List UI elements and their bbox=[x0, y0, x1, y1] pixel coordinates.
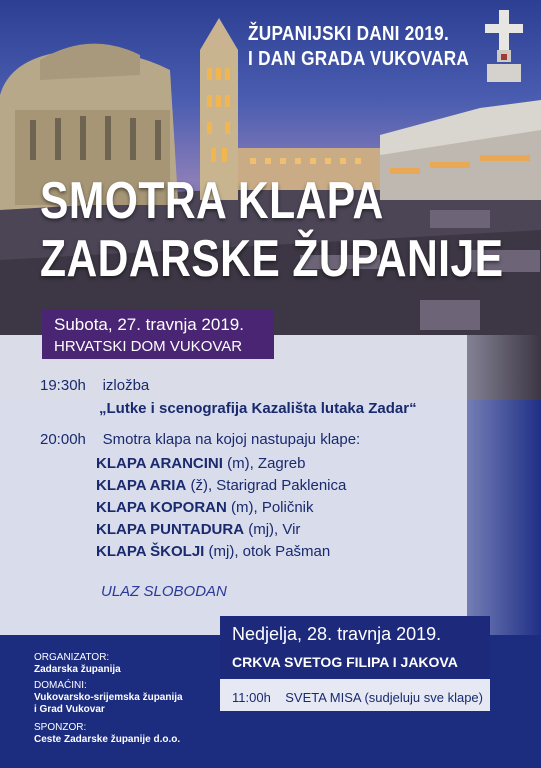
headline-line-2: ZADARSKE ŽUPANIJE bbox=[40, 230, 504, 288]
klapa-item bbox=[96, 477, 346, 494]
sunday-banner bbox=[220, 616, 490, 679]
klapa-item bbox=[96, 499, 314, 516]
klapa-item bbox=[96, 521, 300, 538]
panel-fade bbox=[467, 335, 541, 635]
hosts-line-2 bbox=[34, 704, 105, 716]
sponsor-value: Ceste Zadarske županije d.o.o. bbox=[34, 734, 181, 745]
event2-title: Smotra klapa na kojoj nastupaju klape: bbox=[102, 431, 361, 448]
organizer-value: Zadarska županija bbox=[34, 664, 121, 675]
klapa-name: KLAPA ARIA bbox=[96, 477, 187, 494]
klapa-item bbox=[96, 543, 330, 560]
klapa-item bbox=[96, 455, 305, 472]
klapa-detail: (ž), Starigrad Paklenica bbox=[186, 477, 347, 494]
hosts-value-1: Vukovarsko-srijemska županija bbox=[34, 692, 183, 703]
series-line-1: ŽUPANIJSKI DANI 2019. bbox=[247, 23, 449, 45]
klapa-detail: (m), Zagreb bbox=[222, 455, 306, 472]
saturday-date: Subota, 27. travnja 2019. bbox=[54, 315, 244, 334]
hosts-value-2: i Grad Vukovar bbox=[34, 704, 105, 715]
mass-time: 11:00h bbox=[232, 690, 271, 705]
series-line-2: I DAN GRADA VUKOVARA bbox=[247, 48, 469, 70]
event1-title: izložba bbox=[102, 377, 150, 394]
event2-row bbox=[40, 431, 360, 448]
organizer-name bbox=[34, 664, 121, 676]
event1-time: 19:30h bbox=[40, 377, 86, 394]
event-series-title bbox=[248, 22, 469, 72]
sunday-venue: CRKVA SVETOG FILIPA I JAKOVA bbox=[232, 654, 458, 670]
klapa-name: KLAPA PUNTADURA bbox=[96, 521, 245, 538]
event2-time: 20:00h bbox=[40, 431, 86, 448]
klapa-name: KLAPA ŠKOLJI bbox=[96, 543, 205, 560]
saturday-banner bbox=[42, 309, 274, 359]
sunday-date: Nedjelja, 28. travnja 2019. bbox=[232, 624, 442, 644]
sponsor-name bbox=[34, 734, 180, 746]
hosts-line-1 bbox=[34, 692, 183, 704]
cross-monument-icon bbox=[479, 10, 529, 84]
klapa-name: KLAPA ARANCINI bbox=[96, 455, 223, 472]
mass-row bbox=[232, 690, 483, 705]
klapa-detail: (m), Poličnik bbox=[226, 499, 314, 516]
klapa-name: KLAPA KOPORAN bbox=[96, 499, 227, 516]
hosts-label: DOMAĆINI: bbox=[34, 680, 87, 691]
klapa-detail: (mj), Vir bbox=[244, 521, 301, 538]
organizer-label: ORGANIZATOR: bbox=[34, 652, 110, 663]
event1-row bbox=[40, 377, 149, 394]
free-entry-note: ULAZ SLOBODAN bbox=[101, 583, 227, 600]
sponsor-label: SPONZOR: bbox=[34, 722, 87, 733]
saturday-venue: HRVATSKI DOM VUKOVAR bbox=[54, 338, 243, 355]
event1-subtitle: „Lutke i scenografija Kazališta lutaka Zadar“ bbox=[99, 400, 417, 417]
klapa-detail: (mj), otok Pašman bbox=[204, 543, 331, 560]
mass-title: SVETA MISA (sudjeluju sve klape) bbox=[285, 690, 483, 705]
headline-line-1: SMOTRA KLAPA bbox=[40, 172, 384, 230]
main-headline bbox=[40, 172, 503, 288]
